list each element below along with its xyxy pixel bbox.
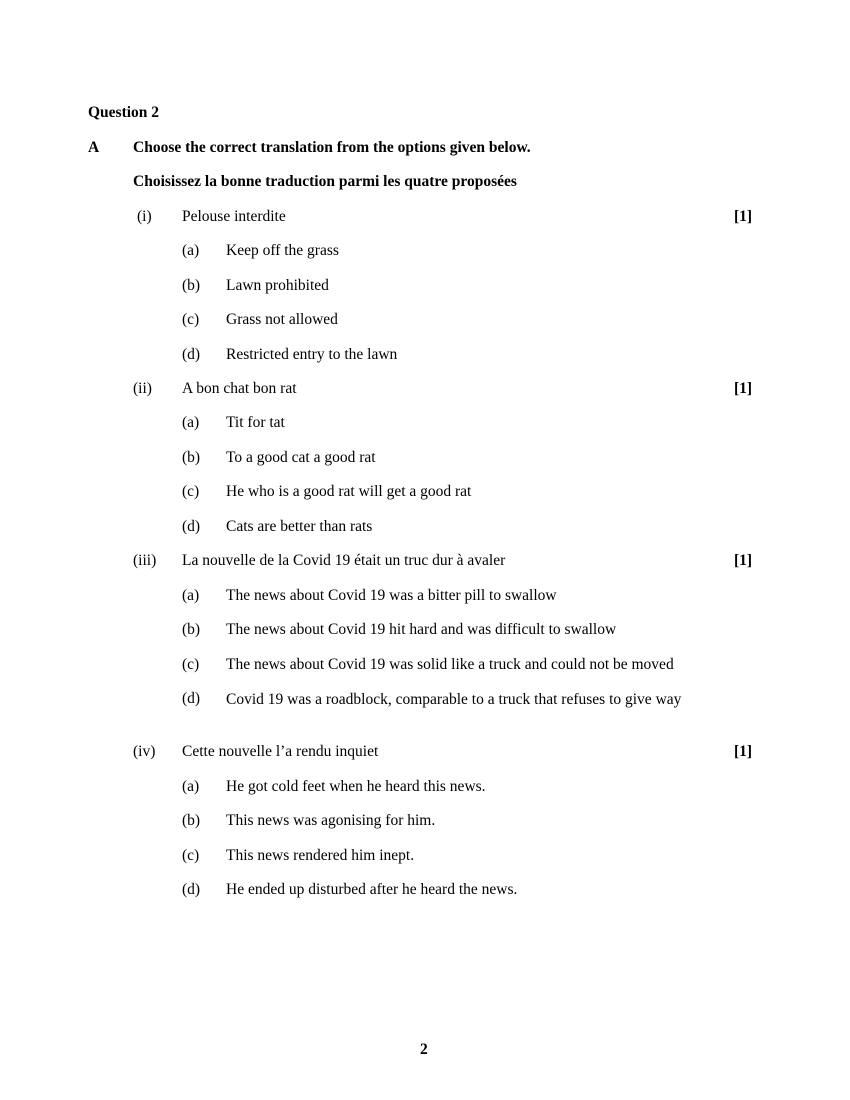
option-label: (a) (182, 778, 200, 795)
item-number: (iv) (133, 743, 156, 760)
instruction-french: Choisissez la bonne traduction parmi les quatre proposées (133, 173, 517, 190)
option-text: Cats are better than rats (226, 518, 373, 535)
option-label: (a) (182, 587, 200, 604)
item-prompt: Pelouse interdite (182, 208, 286, 225)
option-text: He who is a good rat will get a good rat (226, 483, 472, 500)
option-label: (b) (182, 449, 201, 466)
option-text: This news was agonising for him. (226, 812, 436, 829)
item-prompt: La nouvelle de la Covid 19 était un truc dur à avaler (182, 552, 506, 569)
item-number: (ii) (133, 380, 152, 397)
option-label: (d) (182, 346, 201, 363)
option-label: (b) (182, 812, 201, 829)
option-text: Restricted entry to the lawn (226, 346, 398, 363)
option-text: Tit for tat (226, 414, 285, 431)
section-letter: A (88, 139, 100, 156)
item-marks: [1] (734, 208, 753, 225)
question-title: Question 2 (88, 104, 160, 121)
item-marks: [1] (734, 552, 753, 569)
option-label: (a) (182, 414, 200, 431)
item-number: (iii) (133, 552, 157, 569)
option-text: He got cold feet when he heard this news. (226, 778, 486, 795)
option-text: Grass not allowed (226, 311, 338, 328)
instruction-english: Choose the correct translation from the options given below. (133, 139, 531, 156)
item-prompt: A bon chat bon rat (182, 380, 297, 397)
option-label: (c) (182, 311, 200, 328)
option-text: To a good cat a good rat (226, 449, 376, 466)
option-label: (c) (182, 847, 200, 864)
option-label: (b) (182, 277, 201, 294)
option-text: The news about Covid 19 was solid like a truck and could not be moved (226, 656, 674, 673)
option-text: Lawn prohibited (226, 277, 329, 294)
option-label: (c) (182, 656, 200, 673)
option-text: Covid 19 was a roadblock, comparable to a truck that refuses to give way (226, 691, 682, 708)
item-marks: [1] (734, 380, 753, 397)
option-label: (a) (182, 242, 200, 259)
item-number: (i) (137, 208, 152, 225)
item-prompt: Cette nouvelle l’a rendu inquiet (182, 743, 379, 760)
option-text: The news about Covid 19 hit hard and was difficult to swallow (226, 621, 617, 638)
option-label: (d) (182, 881, 201, 898)
option-label: (b) (182, 621, 201, 638)
option-label: (d) (182, 690, 201, 707)
page-number: 2 (420, 1041, 428, 1058)
option-text: The news about Covid 19 was a bitter pill to swallow (226, 587, 557, 604)
item-marks: [1] (734, 743, 753, 760)
option-text: He ended up disturbed after he heard the news. (226, 881, 518, 898)
option-text: Keep off the grass (226, 242, 339, 259)
option-label: (d) (182, 518, 201, 535)
option-text: This news rendered him inept. (226, 847, 415, 864)
option-label: (c) (182, 483, 200, 500)
